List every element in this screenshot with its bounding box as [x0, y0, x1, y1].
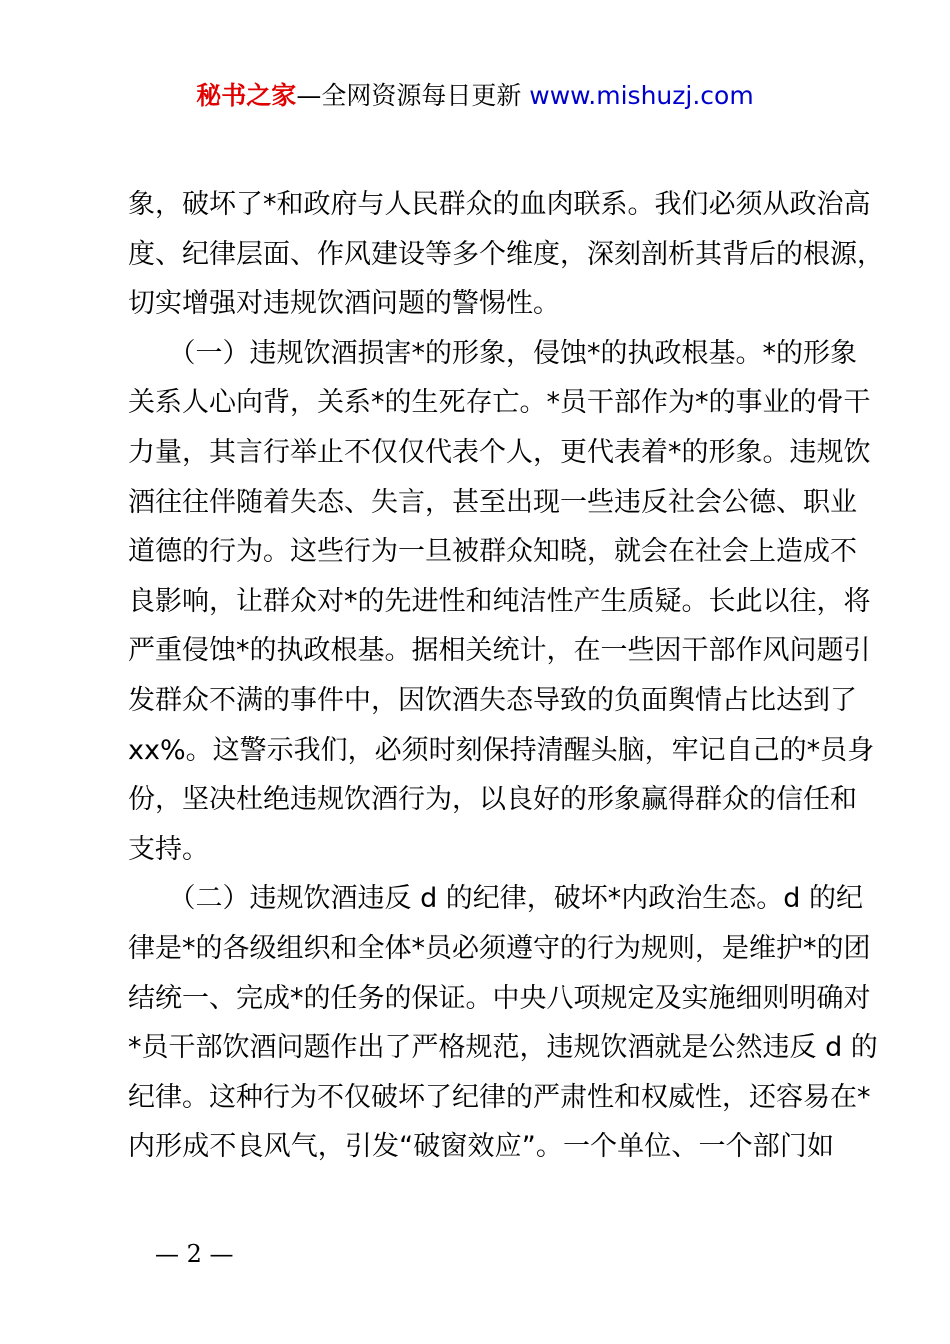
text-line: 道德的行为。这些行为一旦被群众知晓，就会在社会上造成不 [128, 536, 857, 568]
document-body [128, 180, 884, 1172]
text-line: 度、纪律层面、作风建设等多个维度，深刻剖析其背后的根源， [128, 238, 884, 270]
text-line: 严重侵蚀*的执政根基。据相关统计，在一些因干部作风问题引 [128, 635, 871, 667]
text-line: 酒往往伴随着失态、失言，甚至出现一些违反社会公德、职业 [128, 486, 857, 518]
text-line: 发群众不满的事件中，因饮酒失态导致的负面舆情占比达到了 [128, 684, 857, 716]
text-line: （二）违规饮酒违反 d 的纪律，破坏*内政治生态。d 的纪 [128, 883, 864, 915]
text-line: 力量，其言行举止不仅仅代表个人，更代表着*的形象。违规饮 [128, 436, 871, 468]
text-line: xx%。这警示我们，必须时刻保持清醒头脑，牢记自己的*员身 [128, 734, 875, 766]
page-number: — 2 — [155, 1240, 234, 1268]
header-url[interactable]: www.mishuzj.com [529, 81, 754, 110]
text-line: *员干部饮酒问题作出了严格规范，违规饮酒就是公然违反 d 的 [128, 1032, 878, 1064]
text-line: 内形成不良风气，引发“破窗效应”。一个单位、一个部门如 [128, 1131, 834, 1163]
text-line: 结统一、完成*的任务的保证。中央八项规定及实施细则明确对 [128, 982, 871, 1014]
text-line: 关系人心向背，关系*的生死存亡。*员干部作为*的事业的骨干 [128, 387, 871, 419]
page-header [0, 80, 950, 112]
header-tagline: —全网资源每日更新 [296, 81, 530, 110]
text-line: 律是*的各级组织和全体*员必须遵守的行为规则，是维护*的团 [128, 932, 871, 964]
text-line: 良影响，让群众对*的先进性和纯洁性产生质疑。长此以往，将 [128, 585, 871, 617]
text-line: 象，破坏了*和政府与人民群众的血肉联系。我们必须从政治高 [128, 189, 871, 220]
header-brand: 秘书之家 [196, 81, 297, 110]
text-line: 份，坚决杜绝违规饮酒行为，以良好的形象赢得群众的信任和 [128, 784, 857, 816]
text-line: 切实增强对违规饮酒问题的警惕性。 [128, 288, 560, 320]
text-line: 支持。 [128, 833, 209, 865]
text-line: 纪律。这种行为不仅破坏了纪律的严肃性和权威性，还容易在* [128, 1081, 871, 1113]
text-line: （一）违规饮酒损害*的形象，侵蚀*的执政根基。*的形象 [128, 337, 857, 369]
